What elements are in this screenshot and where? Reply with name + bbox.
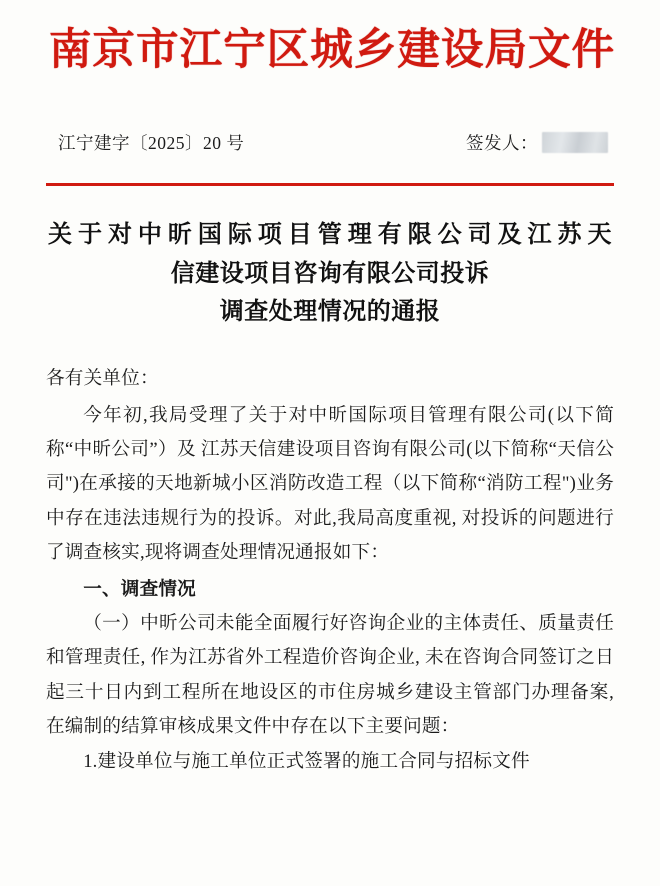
signer-label: 签发人： bbox=[466, 133, 538, 154]
section-heading-1: 一、调查情况 bbox=[83, 578, 196, 600]
signer-block bbox=[466, 130, 614, 155]
document-meta-row bbox=[46, 130, 614, 155]
masthead-title: 南京市江宁区城乡建设局文件 bbox=[48, 25, 616, 75]
page-title-line-2: 信建设项目咨询有限公司投诉 bbox=[170, 260, 490, 287]
page-title-line-3: 调查处理情况的通报 bbox=[219, 299, 441, 326]
document-body bbox=[46, 362, 614, 779]
salutation: 各有关单位： bbox=[46, 368, 159, 390]
masthead bbox=[46, 0, 614, 74]
body-paragraph-2: （一）中昕公司未能全面履行好咨询企业的主体责任、质量责任和管理责任, 作为江苏省外工程造价咨询企业, 未在咨询合同签订之日起三十日内到工程所在地设区的市住房城乡建设主管部门办理备案,在编制的结算审核成果文件中存在以下主要问题： bbox=[46, 613, 614, 738]
page-title-line-1: 关于对中昕国际项目管理有限公司及江苏天 bbox=[48, 221, 612, 248]
signer-redacted-value bbox=[542, 132, 608, 153]
red-separator-rule bbox=[46, 183, 614, 186]
body-paragraph-3: 1.建设单位与施工单位正式签署的施工合同与招标文件 bbox=[83, 750, 530, 772]
document-number: 江宁建字〔2025〕20 号 bbox=[58, 133, 245, 154]
body-paragraph-1: 今年初,我局受理了关于对中昕国际项目管理有限公司(以下简称“中昕公司”）及 江苏天信建设项目咨询有限公司(以下简称“天信公司")在承接的天地新城小区消防改造工程（以下简称“消防工程")业务中存在违法违规行为的投诉。对此,我局高度重视, 对投诉的问题进行了调查核实,现将调查处理情况通报如下： bbox=[46, 404, 614, 564]
page-title bbox=[46, 216, 614, 333]
